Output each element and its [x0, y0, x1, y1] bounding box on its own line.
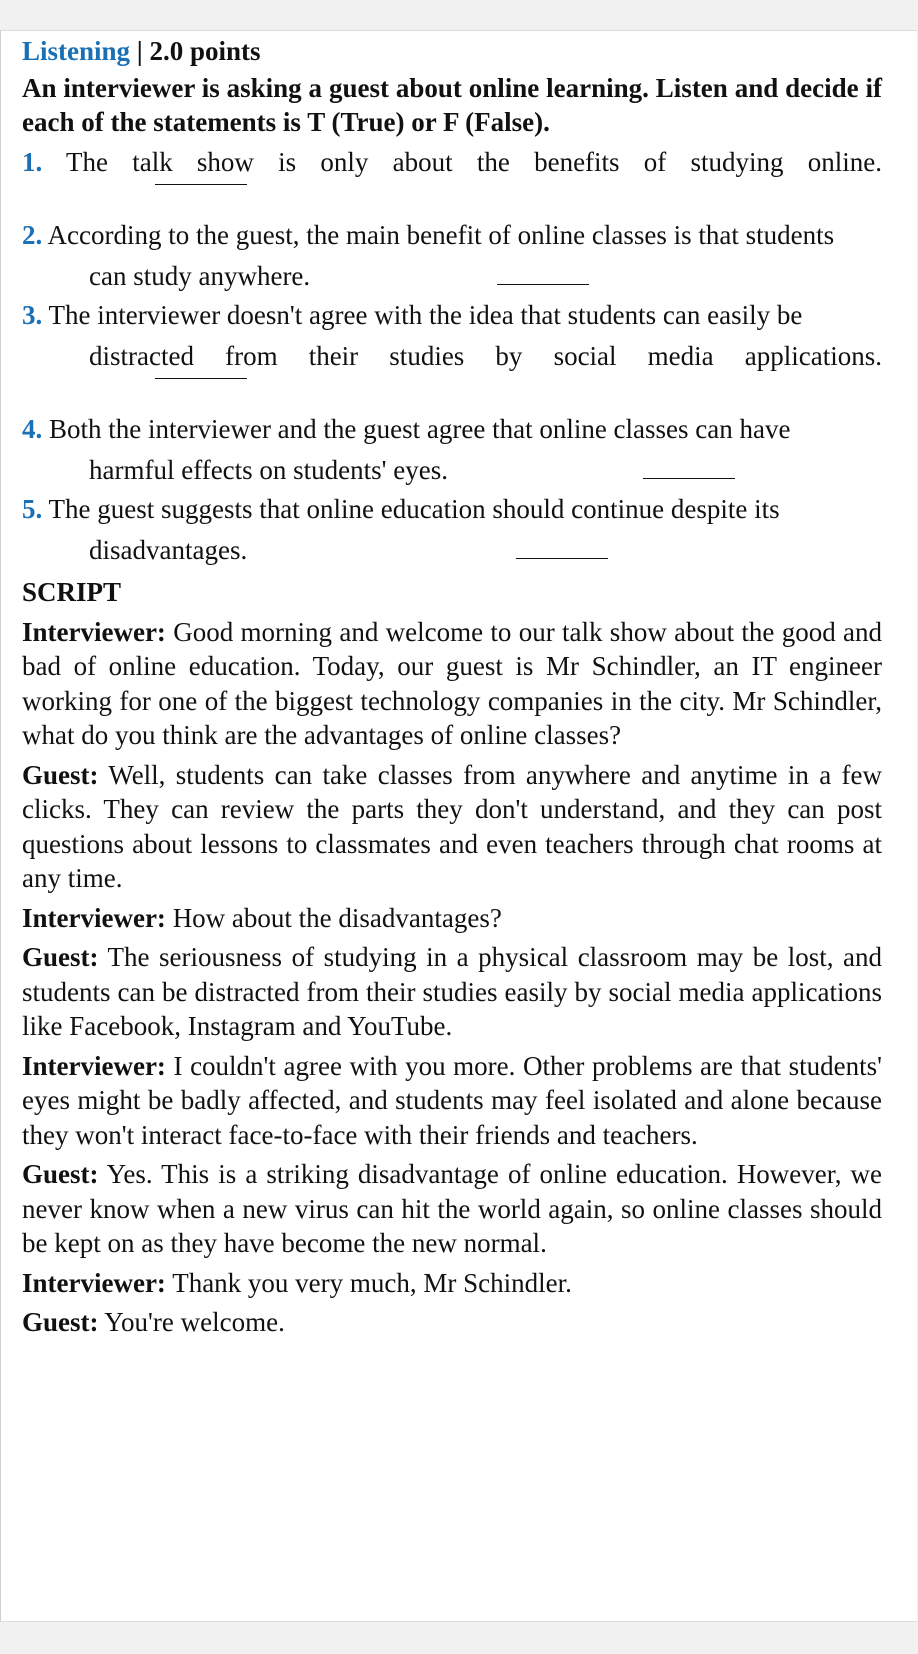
dialogue-turn: [22, 1305, 882, 1340]
question-text-cont: distracted from their studies by social media applications.: [89, 340, 882, 371]
dialogue-text: Thank you very much, Mr Schindler.: [172, 1267, 572, 1298]
question-number: 3.: [22, 300, 43, 330]
speaker-label: Guest:: [22, 759, 99, 790]
question-continuation: [22, 533, 882, 568]
question-continuation: [22, 453, 882, 488]
document-page: [0, 30, 917, 1622]
script-title: SCRIPT: [22, 577, 122, 607]
answer-blank[interactable]: [497, 283, 589, 285]
speaker-label: Guest:: [22, 1159, 99, 1189]
question-text: The talk show is only about the benefits of studying online.: [66, 146, 882, 177]
dialogue-text: Well, students can take classes from anywhere and anytime in a few clicks. They can review the parts they don't understand, and they can post questions about lessons to classmates and even teachers through chat rooms at any time.: [22, 759, 883, 893]
section-header: [22, 34, 882, 69]
question-4: [22, 412, 882, 447]
dialogue-turn: [22, 615, 882, 753]
speaker-label: Interviewer:: [22, 1267, 166, 1298]
question-text-cont: disadvantages.: [89, 534, 248, 565]
question-1: [22, 145, 882, 180]
header-separator: |: [130, 36, 150, 66]
answer-blank[interactable]: [643, 477, 735, 479]
speaker-label: Guest:: [22, 1307, 99, 1337]
answer-blank[interactable]: [516, 557, 608, 559]
question-2: [22, 218, 882, 253]
points-label: 2.0 points: [149, 36, 261, 66]
question-number: 2.: [22, 220, 43, 250]
question-text: According to the guest, the main benefit of online classes is that students: [47, 220, 835, 250]
answer-blank-row: [22, 179, 882, 213]
question-number: 1.: [22, 146, 43, 177]
question-text: The guest suggests that online education should continue despite its: [48, 494, 780, 524]
dialogue-text: You're welcome.: [104, 1307, 285, 1337]
answer-blank[interactable]: [155, 183, 247, 185]
dialogue-text: Yes. This is a striking disadvantage of online education. However, we never know when a new virus can hit the world again, so online classes should be kept on as they have become the new normal.: [22, 1159, 882, 1258]
question-text-cont: harmful effects on students' eyes.: [89, 454, 449, 485]
question-5: [22, 492, 882, 527]
dialogue-turn: [22, 1266, 882, 1301]
answer-blank-row: [22, 373, 882, 407]
dialogue-turn: [22, 1049, 882, 1153]
question-3: [22, 298, 882, 333]
dialogue-text: How about the disadvantages?: [172, 902, 502, 933]
speaker-label: Interviewer:: [22, 902, 166, 933]
question-continuation: [22, 339, 882, 374]
dialogue-text: The seriousness of studying in a physical classroom may be lost, and students can be distracted from their studies easily by social media applications like Facebook, Instagram and YouTube.: [22, 942, 882, 1041]
dialogue-turn: [22, 758, 882, 896]
speaker-label: Interviewer:: [22, 1050, 166, 1081]
question-text-cont: can study anywhere.: [89, 260, 311, 291]
question-text: Both the interviewer and the guest agree that online classes can have: [49, 414, 791, 444]
dialogue-turn: [22, 1157, 882, 1261]
answer-blank[interactable]: [155, 377, 247, 379]
dialogue-turn: [22, 901, 882, 936]
dialogue-turn: [22, 940, 882, 1044]
speaker-label: Interviewer:: [22, 616, 166, 647]
question-number: 4.: [22, 414, 43, 444]
dialogue-text: I couldn't agree with you more. Other problems are that students' eyes might be badly affected, and students may feel isolated and alone because they won't interact face-to-face with their friends and teachers.: [22, 1050, 882, 1150]
question-continuation: [22, 259, 882, 294]
document-content: [22, 31, 882, 1340]
instructions: An interviewer is asking a guest about online learning. Listen and decide if each of the statements is T (True) or F (False).: [22, 72, 882, 137]
question-text: The interviewer doesn't agree with the idea that students can easily be: [48, 300, 803, 330]
speaker-label: Guest:: [22, 942, 99, 972]
question-number: 5.: [22, 494, 43, 524]
section-title: Listening: [22, 36, 131, 66]
dialogue-text: Good morning and welcome to our talk show about the good and bad of online education. Today, our guest is Mr Schindler, an IT engineer working for one of the biggest technology companies in the city. Mr Schindler, what do you think are the advantages of online classes?: [22, 616, 882, 750]
